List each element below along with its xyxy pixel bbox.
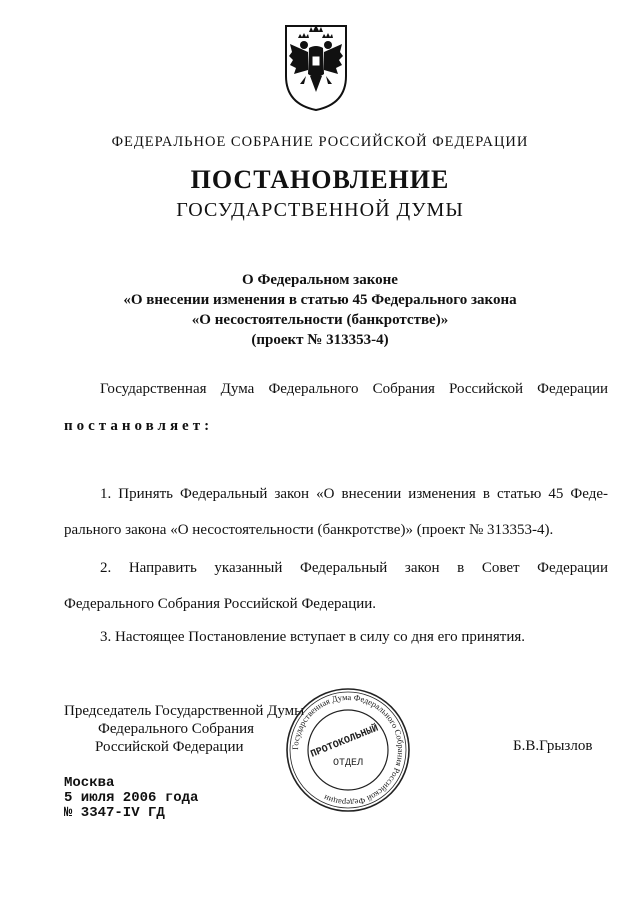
subject-line-3: «О несостоятельности (банкротстве)» bbox=[191, 312, 449, 328]
organization-name: ФЕДЕРАЛЬНОЕ СОБРАНИЕ РОССИЙСКОЙ ФЕДЕРАЦИИ bbox=[111, 134, 529, 150]
item-2-line-2: Федерального Собрания Российской Федерации. bbox=[64, 596, 377, 612]
stamp-outer-text: Государственная Дума Федерального Собрания Российской Федерации bbox=[289, 691, 407, 809]
signatory-title-line-3: Российской Федерации bbox=[95, 739, 244, 755]
russian-coat-of-arms-icon bbox=[276, 18, 356, 114]
signatory-title-line-1: Председатель Государственной Думы bbox=[64, 703, 305, 719]
footer-document-number: № 3347-IV ГД bbox=[64, 805, 165, 821]
item-2-line-1: 2. Направить указанный Федеральный закон в Совет Федерации bbox=[100, 560, 608, 576]
item-1-line-2: рального закона «О несостоятельности (банкротстве)» (проект № 313353-4). bbox=[64, 522, 554, 538]
stamp-inner-top: ПРОТОКОЛЬНЫЙ bbox=[309, 723, 381, 761]
item-3: 3. Настоящее Постановление вступает в силу со дня его принятия. bbox=[100, 629, 526, 645]
footer-date: 5 июля 2006 года bbox=[64, 790, 199, 806]
document-type-title: ПОСТАНОВЛЕНИЕ bbox=[190, 165, 450, 194]
signatory-name: Б.В.Грызлов bbox=[513, 738, 593, 754]
subject-bill-number: (проект № 313353-4) bbox=[251, 332, 389, 348]
footer-city: Москва bbox=[64, 775, 115, 791]
item-1-line-1: 1. Принять Федеральный закон «О внесении изменения в статью 45 Феде- bbox=[100, 486, 608, 502]
official-stamp bbox=[283, 685, 413, 815]
svg-text:Государственная Дума Федеральн bbox=[290, 692, 406, 808]
stamp-inner-bottom: ОТДЕЛ bbox=[332, 758, 364, 769]
intro-paragraph: Государственная Дума Федерального Собрания Российской Федерации bbox=[100, 381, 608, 397]
subject-line-1: О Федеральном законе bbox=[242, 272, 398, 288]
signatory-title-line-2: Федерального Собрания bbox=[98, 721, 255, 737]
document-issuer-subtitle: ГОСУДАРСТВЕННОЙ ДУМЫ bbox=[176, 199, 464, 221]
subject-line-2: «О внесении изменения в статью 45 Федерального закона bbox=[123, 292, 517, 308]
resolves-heading: постановляет: bbox=[64, 418, 214, 434]
